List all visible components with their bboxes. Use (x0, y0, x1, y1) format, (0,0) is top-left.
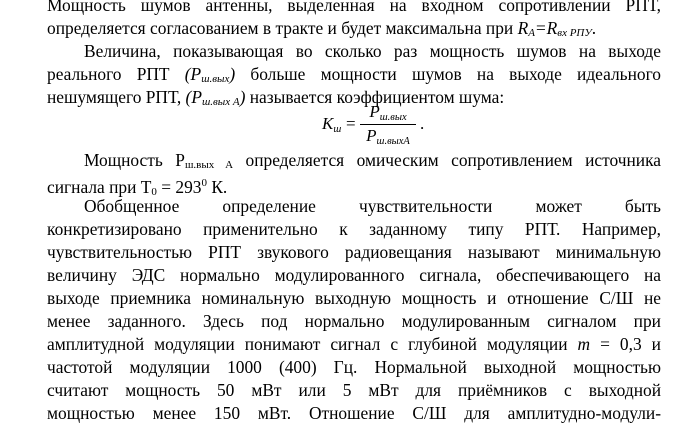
text-span: Мощность шумов антенны, выделенная на входном сопротивлении РПТ, (47, 0, 661, 15)
formula-equals: = (346, 114, 356, 133)
text-line-5: нешумящего РПТ, $(Р_{ш.вых А})$ называется коэффициентом шума: (47, 87, 505, 108)
text-line-7: Мощность $Р_{ш.вых А}$ определяется омическим сопротивлением источника (84, 150, 661, 171)
text-span: определяется согласованием в тракте и будет максимальна при (47, 18, 518, 38)
text-line-12: величину ЭДС нормально модулированного сигнала, обеспечивающего на (47, 265, 661, 285)
noise-factor-formula (322, 102, 442, 146)
text-line-9: Обобщенное определение чувствительности может быть (84, 196, 661, 216)
fraction-bar (360, 124, 416, 125)
text-line-13: выходе приемника номинальную выходную мощность и отношение С/Ш не (47, 288, 661, 308)
text-line-14: менее заданного. Здесь под нормально модулированным сигналом при (47, 311, 661, 331)
formula-denominator: Pш.выхA (366, 126, 410, 147)
formula-numerator: Pш.вых (369, 102, 407, 123)
text-line-1 (47, 0, 661, 16)
text-line-15: амплитудной модуляции понимают сигнал с глубиной модуляции m = 0,3 и (47, 334, 661, 354)
formula-period: . (420, 114, 425, 133)
text-line-3 (84, 40, 661, 62)
text-line-11: чувствительностью РПТ звукового радиовещания называют минимальную (47, 242, 661, 262)
text-span: Величина, показывающая во сколько раз мощность шумов на выходе (84, 41, 661, 61)
formula-inline: $R_A=R_{вх РПУ}$ (517, 18, 592, 39)
text-line-8: сигнала при $T_0 = 293^0$ К. (47, 177, 228, 198)
text-line-4: реального РПТ $(Р_{ш.вых})$ больше мощности шумов на выходе идеального (47, 64, 661, 85)
text-line-16: частотой модуляции 1000 (400) Гц. Нормальной выходной мощностью (47, 357, 661, 377)
text-line-2: определяется согласованием в тракте и будет максимальна при $R_A=R_{вх РПУ}$. (47, 18, 597, 39)
text-line-17: считают мощность 50 мВт или 5 мВт для приёмников с выходной (47, 380, 661, 400)
text-line-10: конкретизировано применительно к заданному типу РПТ. Например, (47, 219, 661, 239)
formula-lhs: Kш (322, 114, 342, 135)
text-line-18: мощностью менее 150 мВт. Отношение С/Ш для амплитудно-модули- (47, 403, 661, 423)
